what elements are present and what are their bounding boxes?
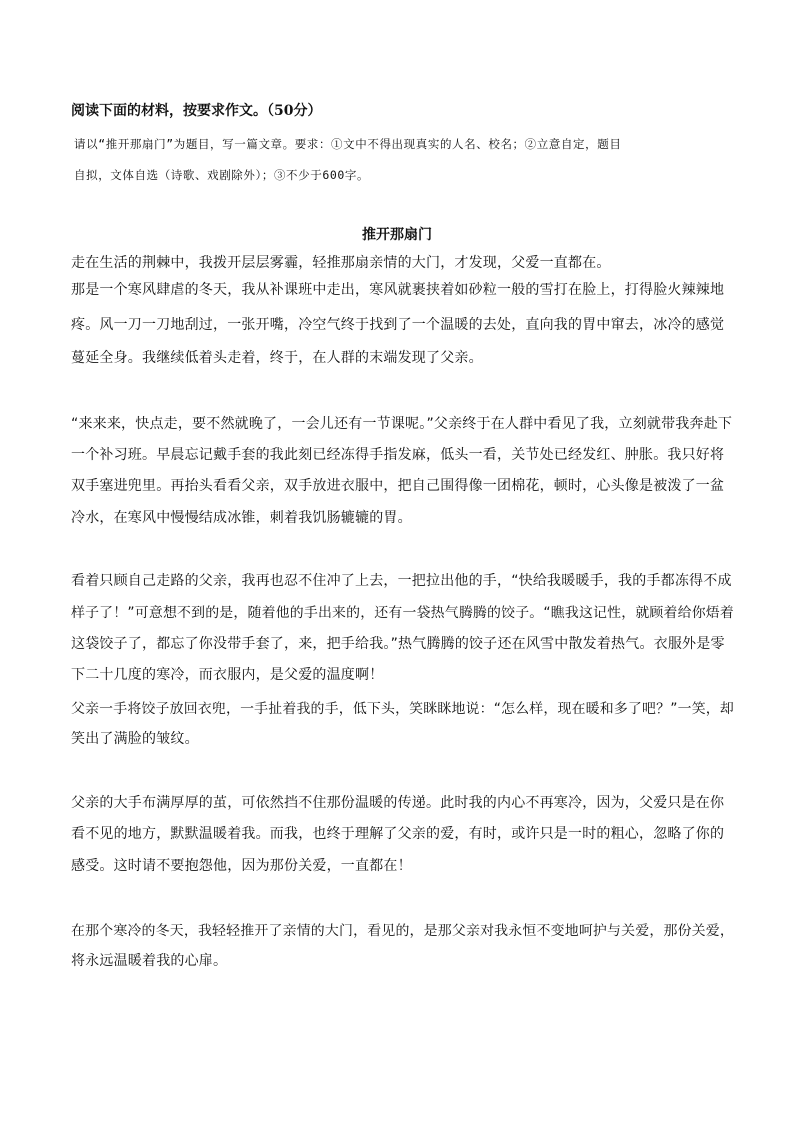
essay-line: 疼。风一刀一刀地刮过，一张开嘴，冷空气终于找到了一个温暖的去处，直向我的胃中窜去，冰冷的感觉 <box>71 317 725 333</box>
essay-line: 感受。这时请不要抱怨他，因为那份关爱，一直都在！ <box>71 858 412 874</box>
assignment-requirements-line-1: 请以“推开那扇门”为题目，写一篇文章。要求：①文中不得出现真实的人名、校名；②立意自定，题目 <box>74 137 622 151</box>
essay-line: 将永远温暖着我的心扉。 <box>71 953 228 969</box>
essay-line: 看不见的地方，默默温暖着我。而我，也终于理解了父亲的爱，有时，或许只是一时的粗心，忽略了你的 <box>71 826 725 842</box>
essay-title: 推开那扇门 <box>362 227 432 243</box>
essay-line: 父亲的大手布满厚厚的茧，可依然挡不住那份温暖的传递。此时我的内心不再寒冷，因为，父爱只是在你 <box>71 795 725 811</box>
essay-line: 一个补习班。早晨忘记戴手套的我此刻已经冻得手指发麻，低头一看，关节处已经发红、肿胀。我只好将 <box>71 447 725 463</box>
essay-line: 冷水，在寒风中慢慢结成冰锥，刺着我饥肠辘辘的胃。 <box>71 510 412 526</box>
essay-line: 走在生活的荆棘中，我拨开层层雾霾，轻推那扇亲情的大门，才发现，父爱一直都在。 <box>71 255 611 271</box>
assignment-heading: 阅读下面的材料，按要求作文。（50分） <box>71 103 322 119</box>
essay-line: 笑出了满脸的皱纹。 <box>71 731 199 747</box>
essay-line: 这袋饺子了，都忘了你没带手套了，来，把手给我。”热气腾腾的饺子还在风雪中散发着热气。衣服外是零 <box>71 636 725 652</box>
essay-line: “来来来，快点走，要不然就晚了，一会儿还有一节课呢。”父亲终于在人群中看见了我，立刻就带我奔赴下 <box>71 416 733 432</box>
essay-line: 看着只顾自己走路的父亲，我再也忍不住冲了上去，一把拉出他的手，“快给我暖暖手，我的手都冻得不成 <box>71 573 732 589</box>
essay-line: 样子了！”可意想不到的是，随着他的手出来的，还有一袋热气腾腾的饺子。“瞧我这记性，就顾着给你焐着 <box>71 605 734 621</box>
essay-line: 蔓延全身。我继续低着头走着，终于，在人群的末端发现了父亲。 <box>71 350 483 366</box>
essay-line: 在那个寒冷的冬天，我轻轻推开了亲情的大门，看见的，是那父亲对我永恒不变地呵护与关爱，那份关爱， <box>71 923 734 939</box>
essay-line: 那是一个寒风肆虐的冬天，我从补课班中走出，寒风就裹挟着如砂粒一般的雪打在脸上，打得脸火辣辣地 <box>71 282 725 298</box>
essay-line: 父亲一手将饺子放回衣兜，一手扯着我的手，低下头，笑眯眯地说：“怎么样，现在暖和多了吧？”一笑，却 <box>71 701 734 717</box>
assignment-requirements-line-2: 自拟，文体自选（诗歌、戏剧除外）；③不少于600字。 <box>74 168 370 182</box>
essay-line: 下二十几度的寒冷，而衣服内，是父爱的温度啊！ <box>71 667 384 683</box>
essay-line: 双手塞进兜里。再抬头看看父亲，双手放进衣服中，把自己围得像一团棉花，顿时，心头像是被泼了一盆 <box>71 478 725 494</box>
